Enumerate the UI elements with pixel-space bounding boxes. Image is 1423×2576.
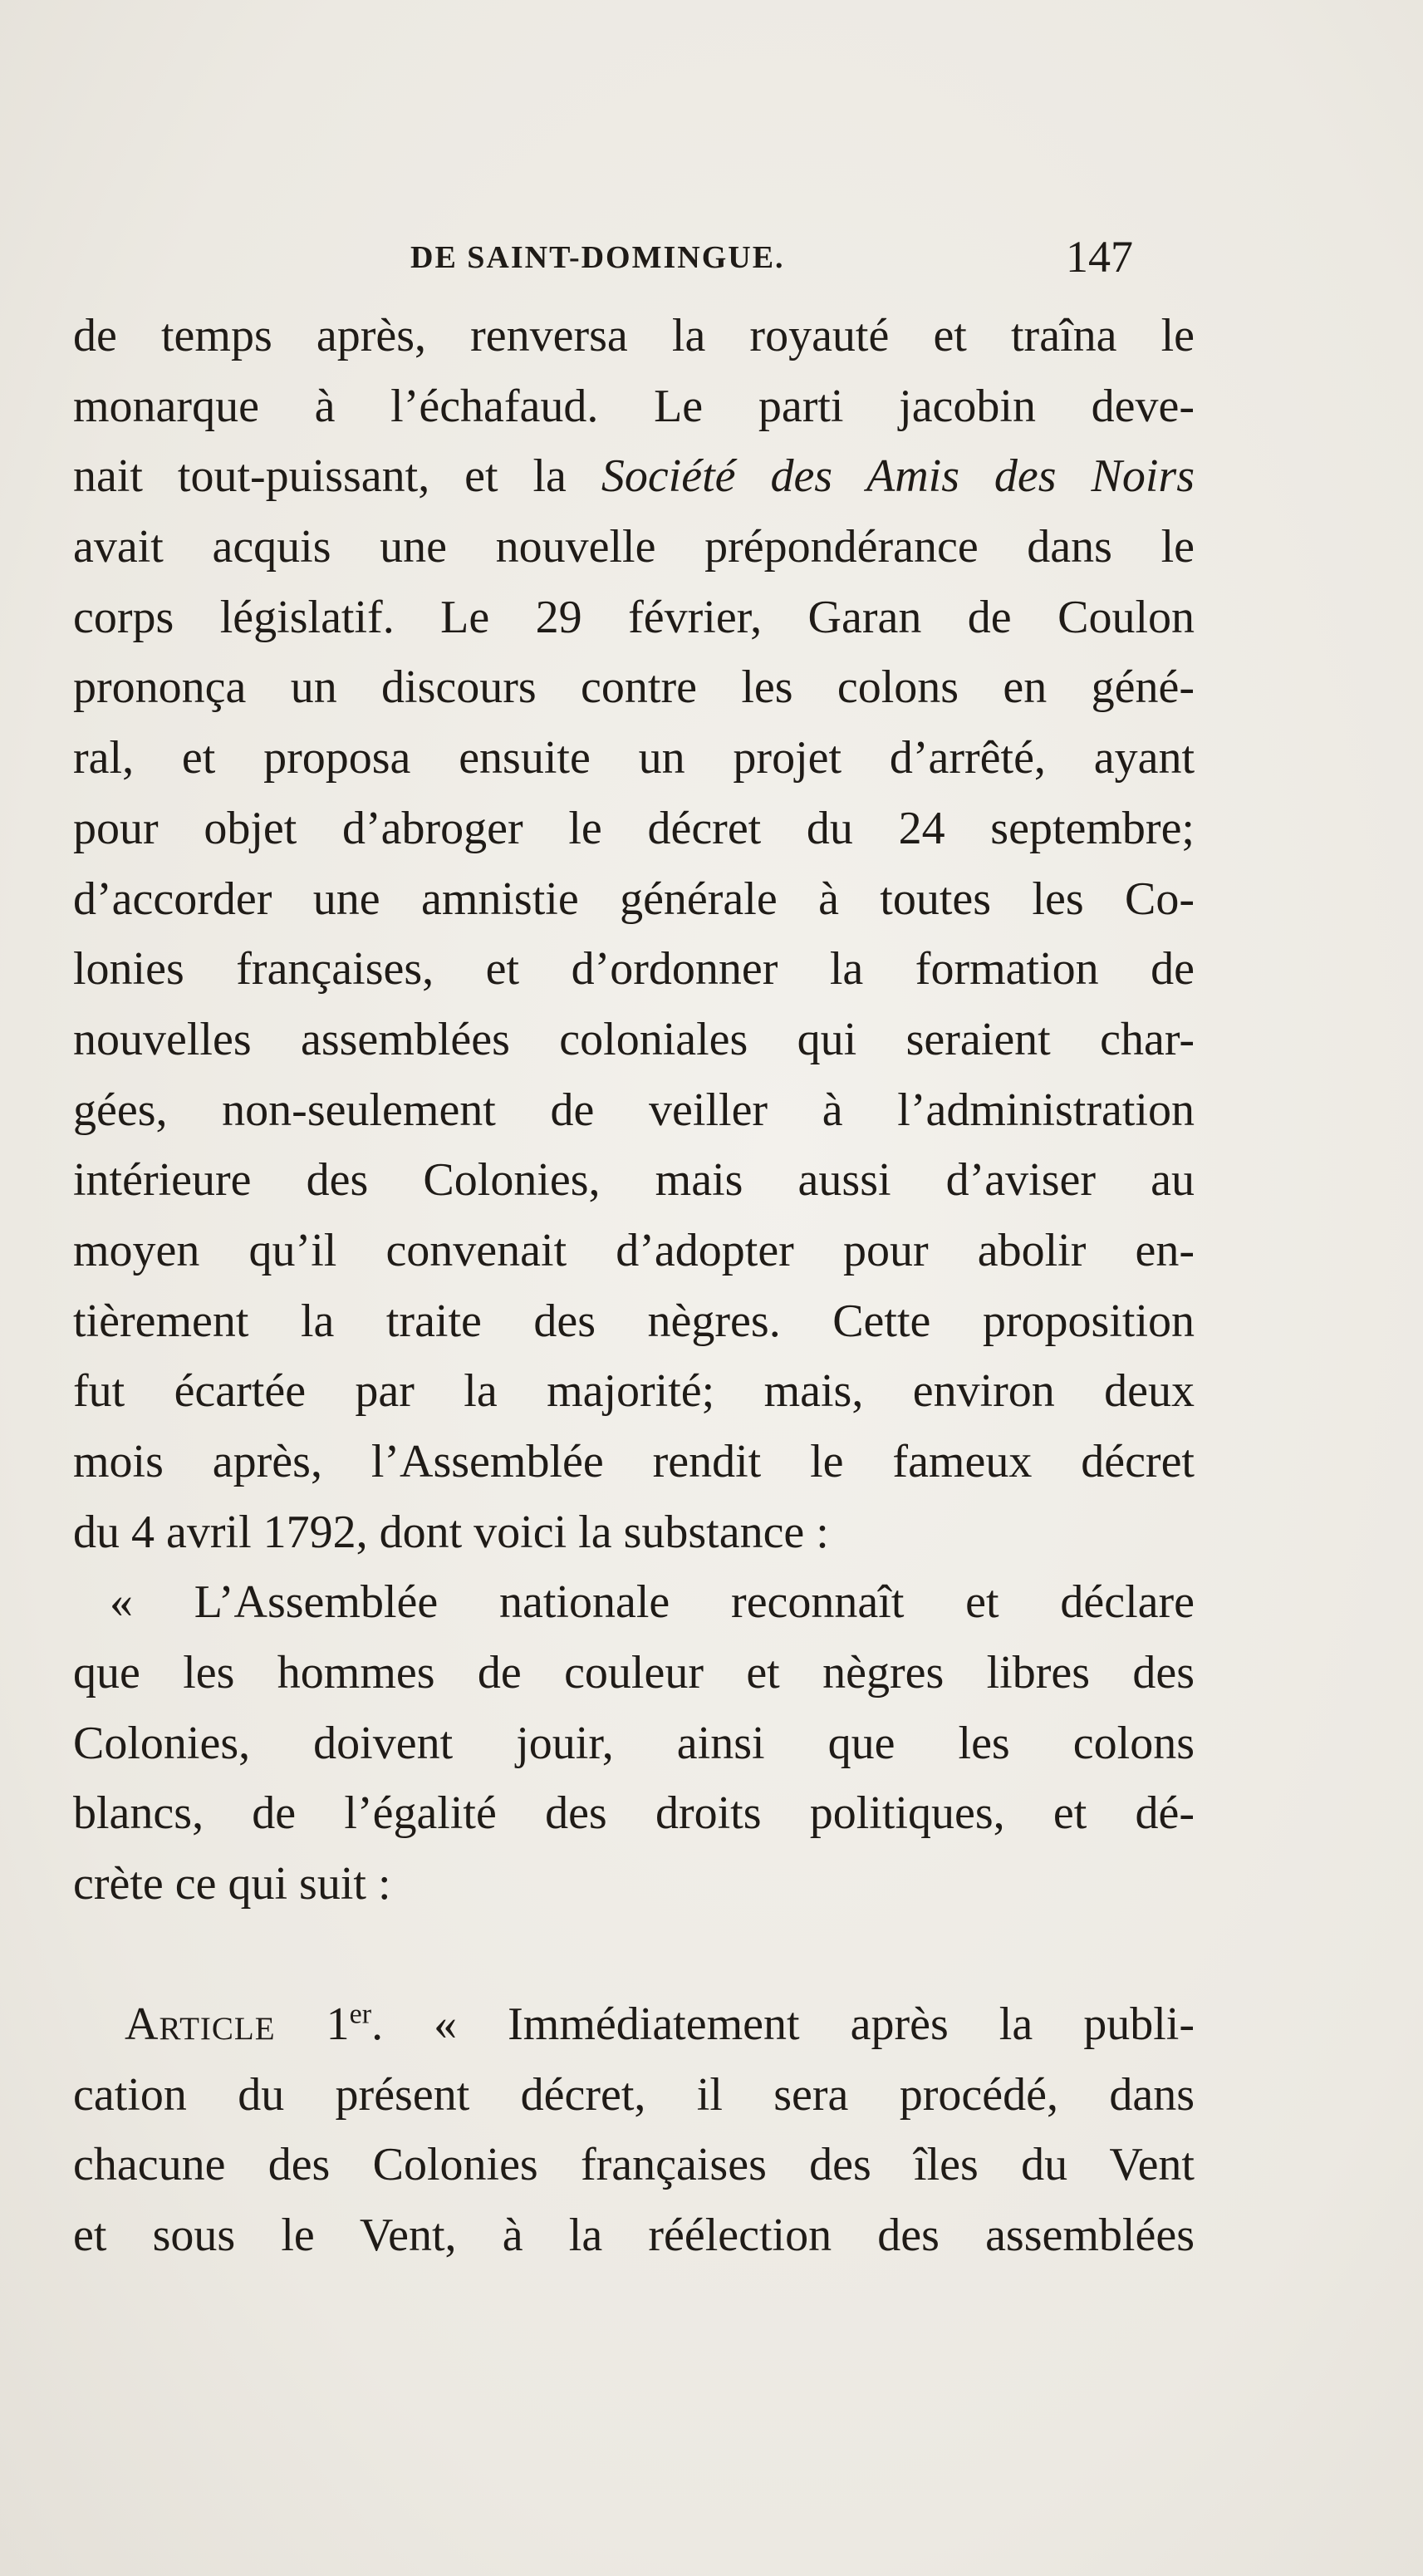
text-line: pour objet d’abroger le décret du 24 septembre;	[73, 802, 1195, 854]
text-line: Colonies, doivent jouir, ainsi que les colons	[73, 1717, 1195, 1769]
text-line: fut écartée par la majorité; mais, environ deux	[73, 1365, 1195, 1418]
italic-society-name: Société des Amis des Noirs	[601, 450, 1195, 503]
text-line: prononça un discours contre les colons en géné-	[73, 661, 1195, 714]
text-line: chacune des Colonies françaises des îles du Vent	[73, 2139, 1195, 2191]
text-line: ral, et proposa ensuite un projet d’arrêté, ayant	[73, 732, 1195, 784]
text-line: que les hommes de couleur et nègres libres des	[73, 1647, 1195, 1699]
article-superscript: er	[349, 1998, 372, 2030]
article-label: Article	[125, 1998, 276, 2050]
page-header	[0, 234, 1423, 293]
paragraph-gap	[73, 1920, 1195, 1989]
text-line	[73, 441, 1195, 512]
text-line: corps législatif. Le 29 février, Garan de Coulon	[73, 591, 1195, 643]
running-title: DE SAINT-DOMINGUE.	[410, 240, 785, 275]
text-line: d’accorder une amnistie générale à toutes les Co-	[73, 873, 1195, 925]
text-line: lonies françaises, et d’ordonner la formation de	[73, 943, 1195, 995]
text-fragment: nait tout-puissant, et la	[73, 450, 601, 503]
text-line: du 4 avril 1792, dont voici la substance :	[73, 1506, 829, 1558]
text-fragment: . « Immédiatement après la publi-	[371, 1998, 1195, 2050]
text-line: de temps après, renversa la royauté et traîna le	[73, 310, 1195, 361]
article-number: 1	[326, 1998, 350, 2050]
text-line: avait acquis une nouvelle prépondérance dans le	[73, 521, 1195, 573]
page-number: 147	[1066, 232, 1133, 282]
text-line: nouvelles assemblées coloniales qui seraient char-	[73, 1013, 1195, 1065]
text-line: intérieure des Colonies, mais aussi d’aviser au	[73, 1154, 1195, 1207]
text-line: tièrement la traite des nègres. Cette proposition	[73, 1295, 1195, 1347]
text-line: « L’Assemblée nationale reconnaît et déclare	[110, 1576, 1195, 1629]
text-line: blancs, de l’égalité des droits politiques, et dé-	[73, 1787, 1195, 1840]
text-line: mois après, l’Assemblée rendit le fameux décret	[73, 1436, 1195, 1487]
text-line: et sous le Vent, à la réélection des assemblées	[73, 2209, 1195, 2261]
text-line: gées, non-seulement de veiller à l’administration	[73, 1084, 1195, 1136]
article-heading-line	[73, 1989, 1195, 2060]
body-text	[73, 301, 1195, 2271]
text-line: monarque à l’échafaud. Le parti jacobin deve-	[73, 380, 1195, 432]
text-line: crète ce qui suit :	[73, 1858, 391, 1910]
text-line: moyen qu’il convenait d’adopter pour abolir en-	[73, 1224, 1195, 1276]
text-line: cation du présent décret, il sera procédé, dans	[73, 2068, 1195, 2121]
